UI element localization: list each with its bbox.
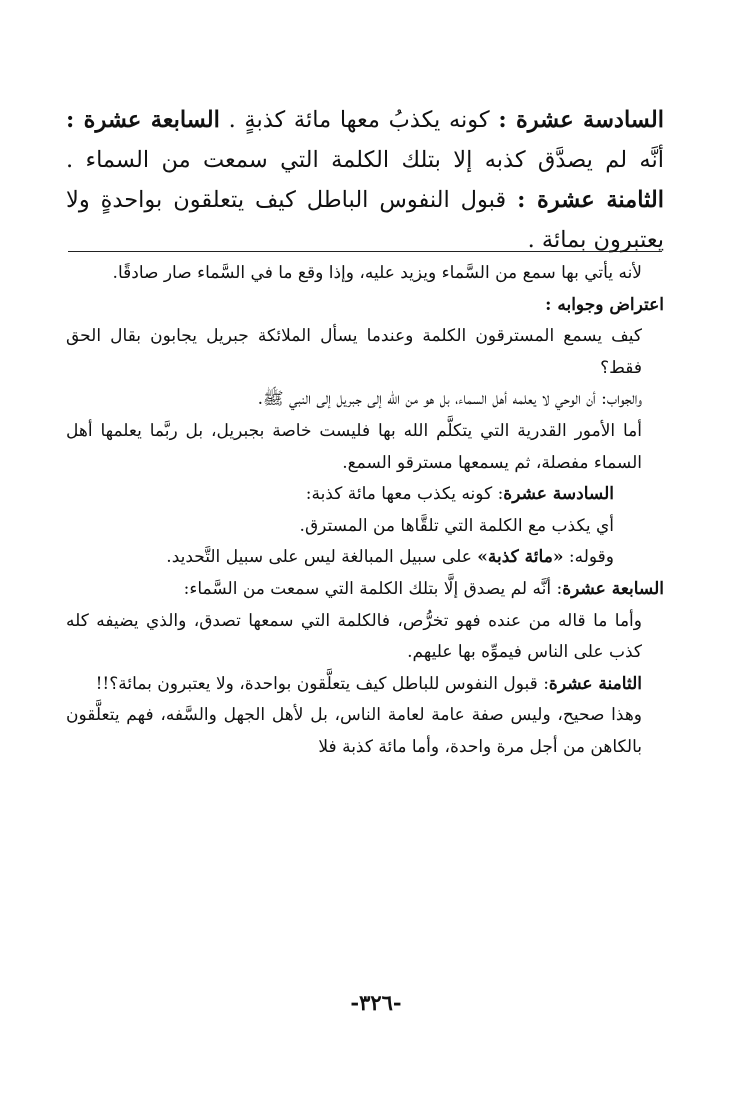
commentary-block	[66, 258, 664, 764]
issue-16-label: السادسة عشرة :	[498, 107, 664, 133]
commentary-paragraph: أما الأمور القدرية التي يتكلَّم الله بها فليست خاصة بجبريل، بل ربَّما يعلمها أهل السماء مفصلة، ثم يسمعها مسترقو السمع.	[66, 420, 642, 473]
issue-16-label: السادسة عشرة	[503, 484, 614, 505]
commentary-paragraph: كيف يسمع المسترقون الكلمة وعندما يسأل الملائكة جبريل يجابون بقال الحق فقط؟	[66, 326, 642, 378]
commentary-paragraph: أي يكذب مع الكلمة التي تلقَّاها من المسترق.	[299, 515, 614, 536]
commentary-paragraph: لأنه يأتي بها سمع من السَّماء ويزيد عليه، وإذا وقع ما في السَّماء صار صادقًا.	[112, 263, 642, 283]
commentary-paragraph: والجواب: أن الوحي لا يعلمه أهل السماء، بل هو من الله إلى جبريل إلى النبي ﷺ.	[257, 389, 642, 410]
commentary-paragraph: وأما ما قاله من عنده فهو تخرُّص، فالكلمة التي سمعها تصدق، والذي يضيفه كله كذب على الناس فيموِّه بها عليهم.	[66, 610, 642, 663]
quote-rest: على سبيل المبالغة ليس على سبيل التَّحديد.	[166, 547, 478, 568]
separator-rule	[68, 251, 662, 252]
issue-18-label: الثامنة عشرة	[548, 673, 642, 694]
issue-18-commentary	[66, 669, 664, 701]
objection-heading: اعتراض وجوابه :	[545, 294, 664, 315]
page-number: -٣٢٦-	[350, 990, 402, 1015]
issue-17-text: : أنَّه لم يصدق إلَّا بتلك الكلمة التي سمعت من السَّماء:	[183, 578, 563, 599]
issue-17-commentary	[66, 574, 664, 606]
issue-16-text: : كونه يكذب معها مائة كذبة:	[305, 484, 504, 505]
issue-18-text: : قبول النفوس للباطل كيف يتعلَّقون بواحدة، ولا يعتبرون بمائة؟!!	[95, 673, 549, 694]
issue-17-label: السابعة عشرة	[562, 578, 664, 599]
quote-prefix: وقوله:	[563, 547, 614, 568]
issue-18-text: قبول النفوس الباطل كيف يتعلقون بواحدةٍ ولا يعتبرون بمائة .	[66, 187, 664, 253]
issue-16-text: كونه يكذبُ معها مائة كذبةٍ .	[219, 107, 499, 133]
commentary-paragraph: وهذا صحيح، وليس صفة عامة لعامة الناس، بل لأهل الجهل والسَّفه، فهم يتعلَّقون بالكاهن من أجل مرة واحدة، وأما مائة كذبة فلا	[66, 705, 642, 757]
quote-paragraph	[66, 542, 664, 574]
issue-18-label: الثامنة عشرة :	[517, 187, 664, 213]
issue-16-commentary	[66, 479, 664, 511]
issue-17-text: أنَّه لم يصدَّق كذبه إلا بتلك الكلمة التي سمعت من السماء .	[66, 147, 664, 173]
main-text-block	[66, 100, 664, 260]
issue-17-label: السابعة عشرة :	[66, 107, 220, 133]
quoted-phrase: «مائة كذبة»	[477, 547, 564, 568]
